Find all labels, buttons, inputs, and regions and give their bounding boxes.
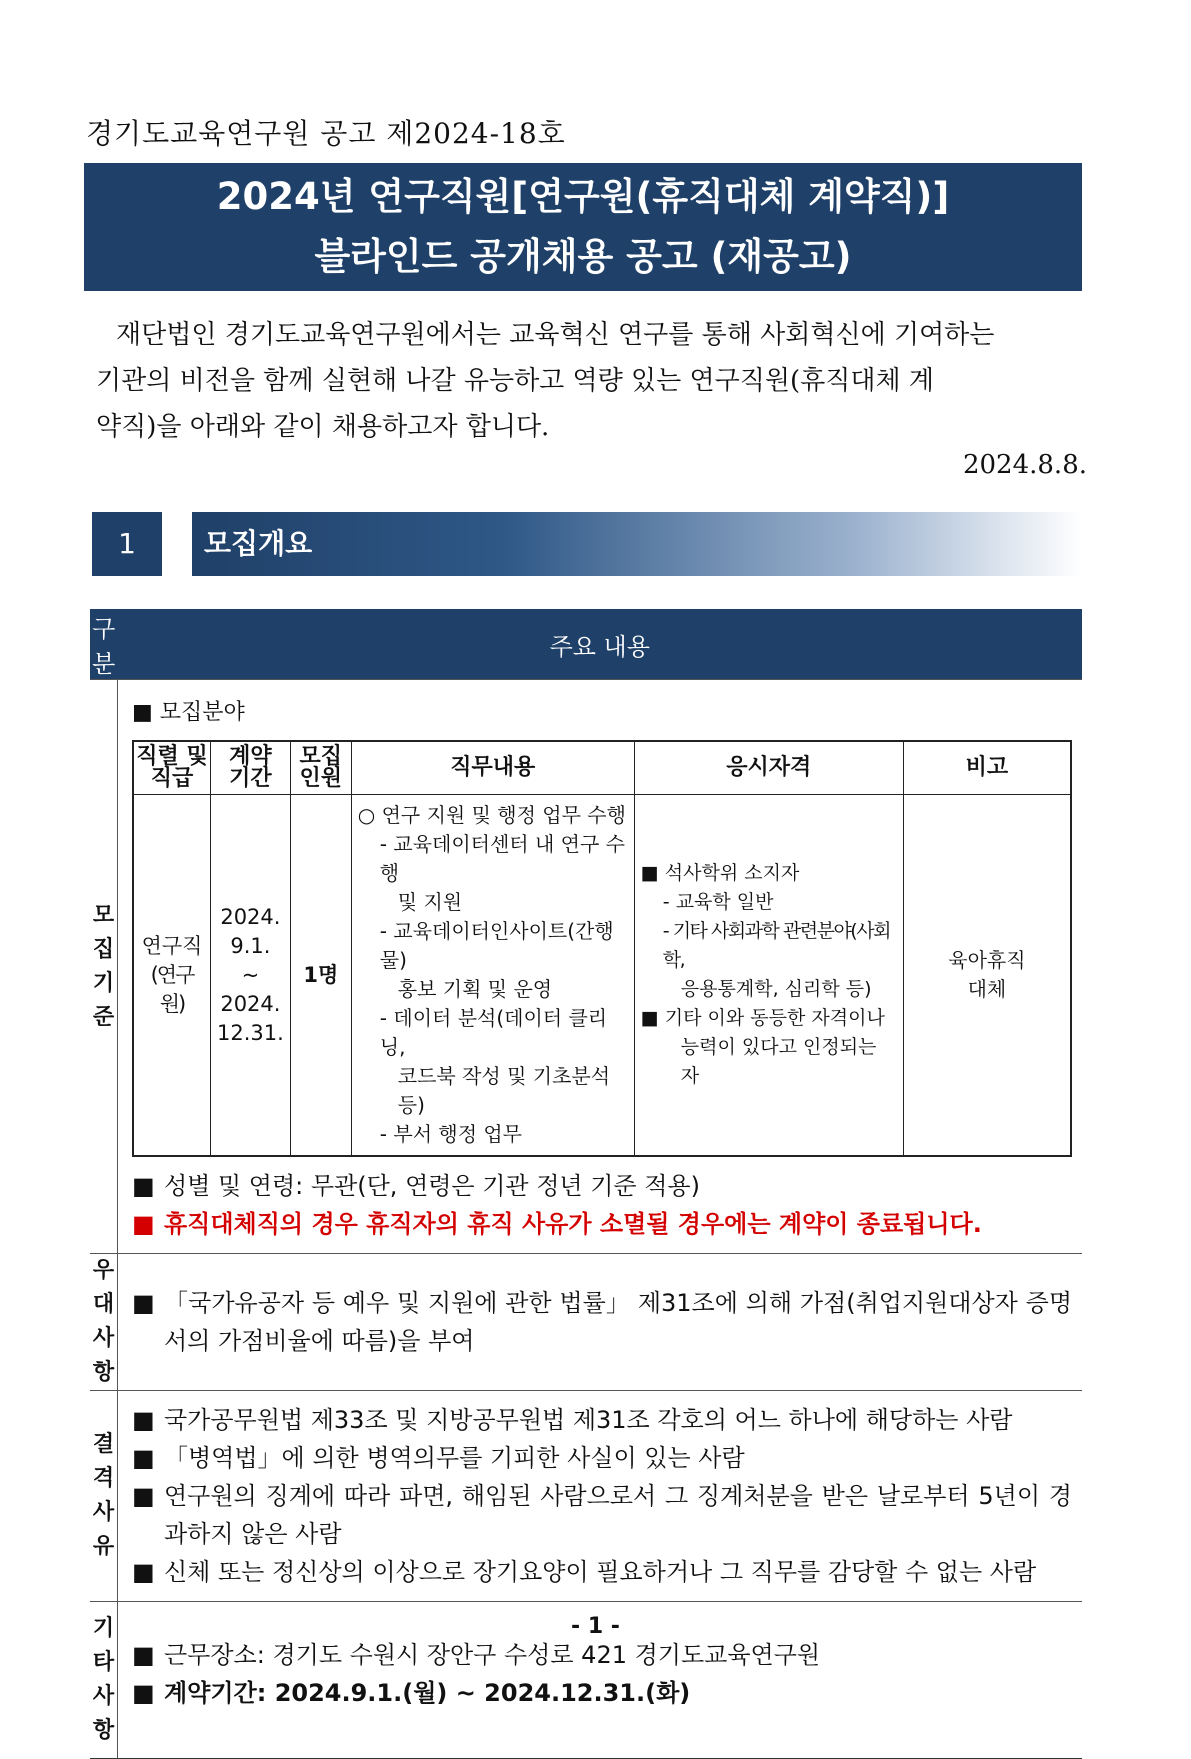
disqualification-text: 신체 또는 정신상의 이상으로 장기요양이 필요하거나 그 직무를 감당할 수 없는 사람 — [164, 1558, 1037, 1586]
header-line: 계약 — [229, 744, 272, 769]
header-line: 기간 — [229, 766, 272, 791]
disqualification-item — [132, 1553, 1072, 1591]
header-line: 모집 — [299, 744, 343, 769]
square-bullet-icon: ■ — [132, 1641, 155, 1669]
header-content: 주요 내용 — [118, 609, 1083, 680]
sub-header-rank — [133, 741, 211, 795]
label-line: 모집 — [92, 902, 115, 962]
duty-line: - 데이터 분석(데이터 클리닝, — [379, 1006, 608, 1059]
period-line: 2024. — [220, 991, 281, 1016]
header-line: 직급 — [150, 766, 194, 791]
disqualification-item — [132, 1477, 1072, 1553]
note-line: 대체 — [967, 977, 1007, 1001]
duty-line: - 교육데이터센터 내 연구 수행 — [379, 832, 625, 885]
period-line: ~ — [241, 962, 260, 987]
table-header-row — [90, 609, 1082, 680]
label-line: 우대 — [92, 1258, 115, 1317]
recruit-criteria-content — [118, 680, 1083, 1254]
label-line: 기타 — [92, 1616, 115, 1675]
section-number: 1 — [92, 512, 162, 576]
title-line-1: 2024년 연구직원[연구원(휴직대체 계약직)] — [216, 175, 950, 218]
period-line: 9.1. — [230, 933, 271, 958]
duty-line: ○ 연구 지원 및 행정 업무 수행 — [357, 803, 626, 827]
duty-line: 홍보 기획 및 운영 — [397, 977, 553, 1001]
square-bullet-icon: ■ — [132, 1558, 155, 1586]
qual-line: 응용통계학, 심리학 등) — [680, 978, 872, 1000]
recruit-criteria-row — [90, 680, 1082, 1254]
label-line: 결격 — [92, 1432, 115, 1491]
intro-paragraph — [96, 312, 1082, 450]
square-bullet-icon: ■ — [132, 1482, 155, 1510]
square-bullet-icon: ■ — [132, 1406, 155, 1434]
square-bullet-icon: ■ — [132, 1210, 155, 1238]
count-cell: 1명 — [290, 795, 351, 1157]
title-banner — [84, 163, 1082, 291]
title-line-2: 블라인드 공개채용 공고 (재공고) — [314, 235, 852, 278]
qual-line: ■ 석사학위 소지자 — [640, 862, 800, 884]
header-line: 직렬 및 — [136, 744, 208, 769]
intro-line-1: 재단법인 경기도교육연구원에서는 교육혁신 연구를 통해 사회혁신에 기여하는 — [116, 320, 995, 350]
label-line: 기준 — [92, 970, 115, 1030]
notice-number: 경기도교육연구원 공고 제2024-18호 — [86, 117, 566, 150]
sub-header-note: 비고 — [903, 741, 1071, 795]
qual-line: 능력이 있다고 인정되는 자 — [680, 1036, 877, 1087]
section-title: 모집개요 — [192, 512, 1082, 576]
qual-line: ■ 기타 이와 동등한 자격이나 — [640, 1007, 885, 1029]
rank-line: (연구원) — [150, 962, 194, 1016]
note-cell — [903, 795, 1071, 1157]
period-line: 2024. — [220, 904, 281, 929]
header-category: 구분 — [90, 609, 118, 680]
field-heading: ■ 모집분야 — [132, 700, 245, 725]
preference-text: 「국가유공자 등 예우 및 지원에 관한 법률」 제31조에 의해 가점(취업지원대상자 증명서의 가점비율에 따름)을 부여 — [164, 1289, 1072, 1355]
disqualification-label — [90, 1391, 118, 1602]
recruit-field-table — [132, 740, 1072, 1157]
sub-header-count — [290, 741, 351, 795]
sub-header-qualification: 응시자격 — [634, 741, 903, 795]
disqualification-item — [132, 1401, 1072, 1439]
rank-cell — [133, 795, 211, 1157]
qual-line: - 교육학 일반 — [662, 891, 774, 913]
sub-header-row — [133, 741, 1071, 795]
note-line: 육아휴직 — [948, 948, 1026, 972]
period-cell — [211, 795, 291, 1157]
gender-age-item — [132, 1167, 1072, 1205]
square-bullet-icon: ■ — [132, 1172, 155, 1200]
page-number: - 1 - — [571, 1614, 620, 1639]
period-line: 12.31. — [217, 1020, 284, 1045]
workplace-item — [132, 1636, 1072, 1674]
label-line: 사항 — [92, 1326, 115, 1385]
disqualification-text: 「병역법」에 의한 병역의무를 기피한 사실이 있는 사람 — [164, 1444, 745, 1472]
gender-age-text: 성별 및 연령: 무관(단, 연령은 기관 정년 기준 적용) — [164, 1172, 700, 1200]
header-line: 인원 — [299, 766, 343, 791]
intro-line-2: 기관의 비전을 함께 실현해 나갈 유능하고 역량 있는 연구직원(휴직대체 계 — [96, 366, 935, 396]
preference-content — [118, 1254, 1083, 1391]
contract-termination-item — [132, 1205, 1072, 1243]
square-bullet-icon: ■ — [132, 1679, 155, 1707]
duties-cell — [351, 795, 634, 1157]
qual-line: - 기타 사회과학 관련분야(사회학, — [662, 920, 890, 971]
recruitment-overview-table — [90, 609, 1082, 1759]
disqualification-text: 국가공무원법 제33조 및 지방공무원법 제31조 각호의 어느 하나에 해당하는 사람 — [164, 1406, 1013, 1434]
disqualification-row — [90, 1391, 1082, 1602]
sub-data-row — [133, 795, 1071, 1157]
contract-termination-text: 휴직대체직의 경우 휴직자의 휴직 사유가 소멸될 경우에는 계약이 종료됩니다. — [164, 1210, 982, 1238]
label-line: 사유 — [92, 1500, 115, 1559]
duty-line: 및 지원 — [397, 890, 463, 914]
disqualification-item — [132, 1439, 1072, 1477]
square-bullet-icon: ■ — [132, 1289, 155, 1317]
duty-line: 코드북 작성 및 기초분석 등) — [397, 1064, 611, 1117]
duty-line: - 부서 행정 업무 — [379, 1122, 523, 1146]
contract-period-text: 계약기간: 2024.9.1.(월) ~ 2024.12.31.(화) — [164, 1679, 691, 1707]
disqualification-text: 연구원의 징계에 따라 파면, 해임된 사람으로서 그 징계처분을 받은 날로부터 5년이 경과하지 않은 사람 — [164, 1482, 1072, 1548]
rank-line: 연구직 — [141, 933, 203, 958]
sub-header-period — [211, 741, 291, 795]
intro-line-3: 약직)을 아래와 같이 채용하고자 합니다. — [96, 412, 550, 442]
preference-row — [90, 1254, 1082, 1391]
duty-line: - 교육데이터인사이트(간행물) — [379, 919, 614, 972]
recruit-criteria-label — [90, 680, 118, 1254]
preference-label — [90, 1254, 118, 1391]
disqualification-content — [118, 1391, 1083, 1602]
preference-item — [132, 1284, 1072, 1360]
workplace-text: 근무장소: 경기도 수원시 장안구 수성로 421 경기도교육연구원 — [164, 1641, 821, 1669]
label-line: 사항 — [92, 1684, 115, 1743]
qualification-cell — [634, 795, 903, 1157]
notice-date: 2024.8.8. — [962, 450, 1087, 480]
sub-header-duties: 직무내용 — [351, 741, 634, 795]
contract-period-item — [132, 1674, 1072, 1712]
square-bullet-icon: ■ — [132, 1444, 155, 1472]
